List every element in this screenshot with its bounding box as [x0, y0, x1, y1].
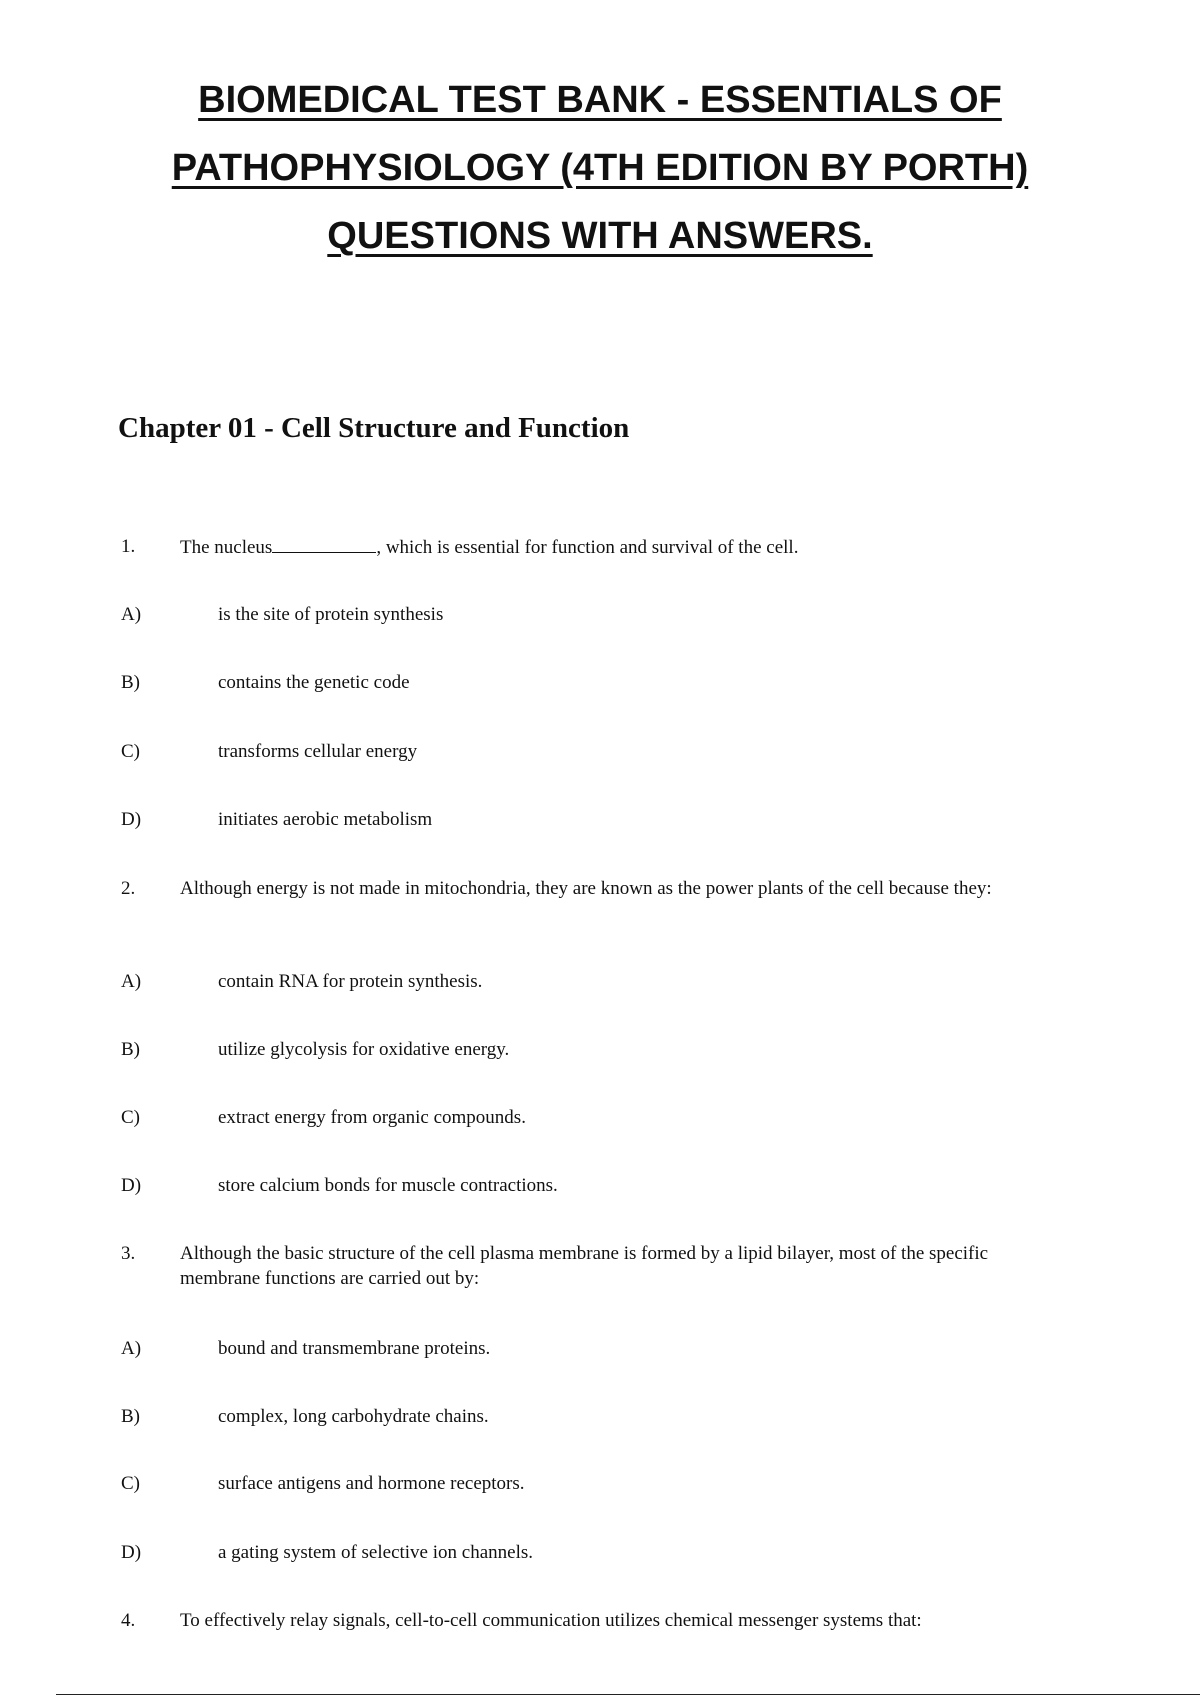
option-letter: C) [121, 741, 140, 762]
question-text: Although the basic structure of the cell plasma membrane is formed by a lipid bilayer, most of the specific membrane functions are carried out by: [180, 1243, 989, 1289]
question-number: 1. [121, 536, 136, 557]
option-letter: D) [121, 1542, 142, 1563]
option-text: extract energy from organic compounds. [218, 1107, 526, 1128]
option-letter: B) [121, 1039, 140, 1060]
option-letter: D) [121, 1175, 142, 1196]
option-text: contains the genetic code [218, 672, 410, 693]
option-text: transforms cellular energy [218, 741, 418, 762]
option-letter: C) [121, 1473, 140, 1494]
option-text: is the site of protein synthesis [218, 604, 444, 625]
question-number: 4. [121, 1610, 136, 1631]
option-letter: B) [121, 672, 140, 693]
question-text: Although energy is not made in mitochondria, they are known as the power plants of the cell because they: [180, 878, 992, 899]
question-text: The nucleus , which is essential for function and survival of the cell. [180, 534, 1060, 560]
option-letter: D) [121, 809, 142, 830]
option-text: surface antigens and hormone receptors. [218, 1473, 525, 1494]
option-text: utilize glycolysis for oxidative energy. [218, 1039, 510, 1060]
footer-divider [56, 1694, 1200, 1695]
option-text: contain RNA for protein synthesis. [218, 971, 483, 992]
document-title [0, 66, 1200, 270]
option-letter: A) [121, 971, 142, 992]
option-text: initiates aerobic metabolism [218, 809, 433, 830]
option-letter: C) [121, 1107, 140, 1128]
option-text: complex, long carbohydrate chains. [218, 1406, 489, 1427]
question-number: 2. [121, 878, 136, 899]
title-line-2: PATHOPHYSIOLOGY (4TH EDITION BY PORTH) [171, 147, 1029, 189]
question-number: 3. [121, 1243, 136, 1264]
option-letter: A) [121, 604, 142, 625]
option-text: a gating system of selective ion channels. [218, 1542, 533, 1563]
title-line-1: BIOMEDICAL TEST BANK - ESSENTIALS OF [198, 79, 1002, 121]
option-text: store calcium bonds for muscle contractions. [218, 1175, 558, 1196]
question-text: To effectively relay signals, cell-to-cell communication utilizes chemical messenger systems that: [180, 1610, 922, 1631]
option-letter: A) [121, 1338, 142, 1359]
chapter-heading: Chapter 01 - Cell Structure and Function [118, 412, 630, 444]
answer-blank [272, 534, 376, 553]
option-text: bound and transmembrane proteins. [218, 1338, 491, 1359]
title-line-3: QUESTIONS WITH ANSWERS. [327, 215, 873, 257]
option-letter: B) [121, 1406, 140, 1427]
